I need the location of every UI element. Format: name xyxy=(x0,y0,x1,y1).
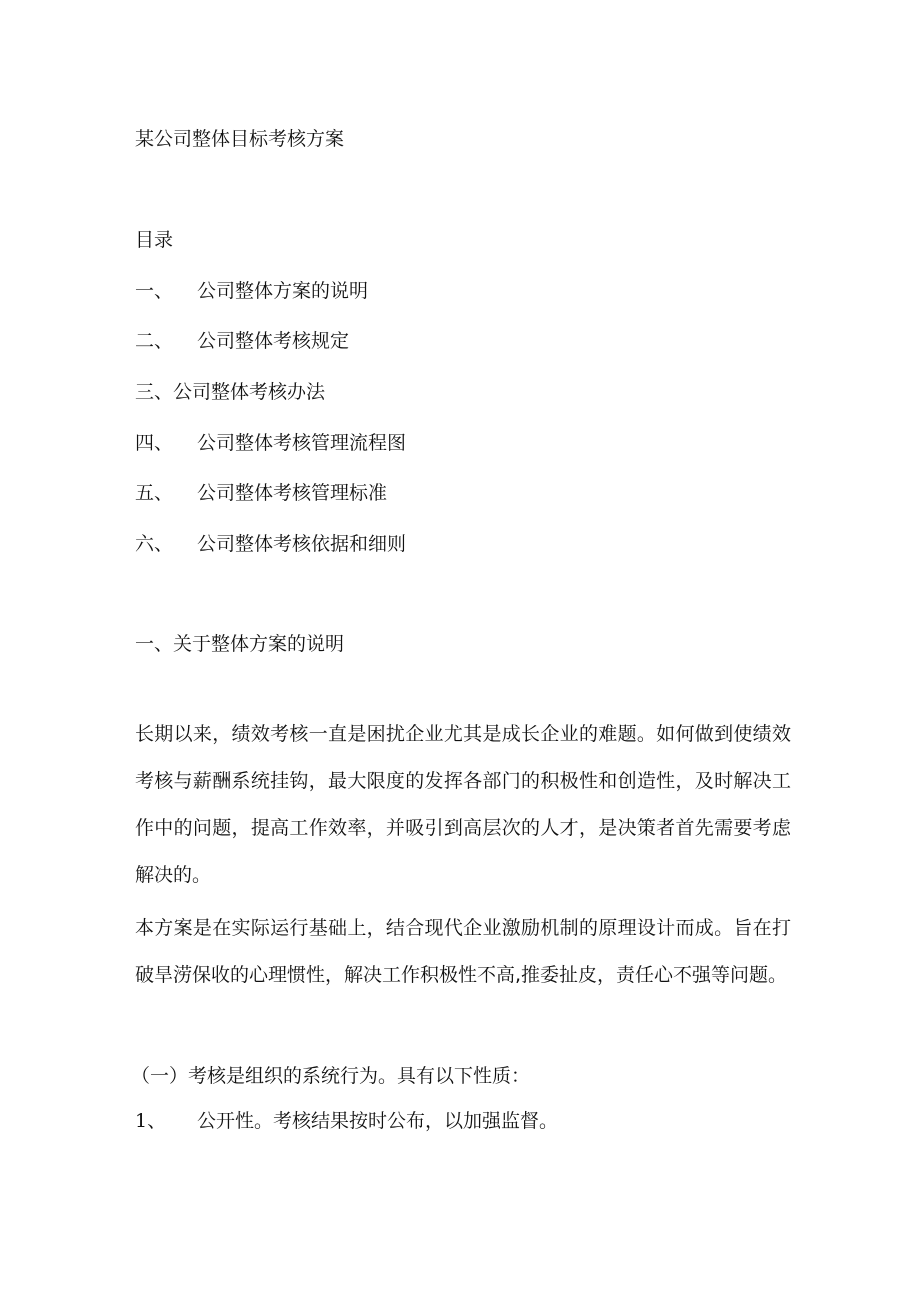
subsection-heading: （一）考核是组织的系统行为。具有以下性质： xyxy=(131,1065,531,1087)
paragraph-purpose: 本方案是在实际运行基础上，结合现代企业激励机制的原理设计而成。旨在打破旱涝保收的心理惯性，解决工作积极性不高,推委扯皮，责任心不强等问题。 xyxy=(135,917,791,986)
toc-item-text: 公司整体考核办法 xyxy=(173,381,326,403)
toc-item-5 xyxy=(135,481,387,505)
toc-item-text: 公司整体考核规定 xyxy=(197,330,350,352)
toc-item-text: 公司整体考核管理流程图 xyxy=(197,432,407,454)
toc-item-text: 公司整体考核管理标准 xyxy=(197,482,388,504)
toc-item-6 xyxy=(135,532,406,556)
toc-item-3 xyxy=(135,380,325,404)
toc-item-text: 公司整体考核依据和细则 xyxy=(197,533,407,555)
toc-item-number: 三、 xyxy=(135,381,174,403)
toc-item-number: 四、 xyxy=(135,432,174,454)
toc-item-text: 公司整体方案的说明 xyxy=(197,280,369,302)
list-item-text: 公开性。考核结果按时公布，以加强监督。 xyxy=(197,1110,559,1132)
toc-item-2 xyxy=(135,329,349,353)
toc-heading: 目录 xyxy=(135,229,174,251)
toc-item-4 xyxy=(135,431,406,455)
toc-item-number: 六、 xyxy=(135,533,174,555)
list-item-number: 1、 xyxy=(135,1110,167,1132)
document-title: 某公司整体目标考核方案 xyxy=(135,128,345,150)
toc-item-1 xyxy=(135,279,368,303)
list-item-1 xyxy=(135,1109,558,1133)
toc-item-number: 五、 xyxy=(135,482,174,504)
paragraph-intro: 长期以来，绩效考核一直是困扰企业尤其是成长企业的难题。如何做到使绩效考核与薪酬系统挂钩，最大限度的发挥各部门的积极性和创造性，及时解决工作中的问题，提高工作效率，并吸引到高层次的人才，是决策者首先需要考虑解决的。 xyxy=(135,723,791,886)
toc-item-number: 二、 xyxy=(135,330,174,352)
toc-item-number: 一、 xyxy=(135,280,174,302)
section-heading: 一、关于整体方案的说明 xyxy=(135,633,345,655)
